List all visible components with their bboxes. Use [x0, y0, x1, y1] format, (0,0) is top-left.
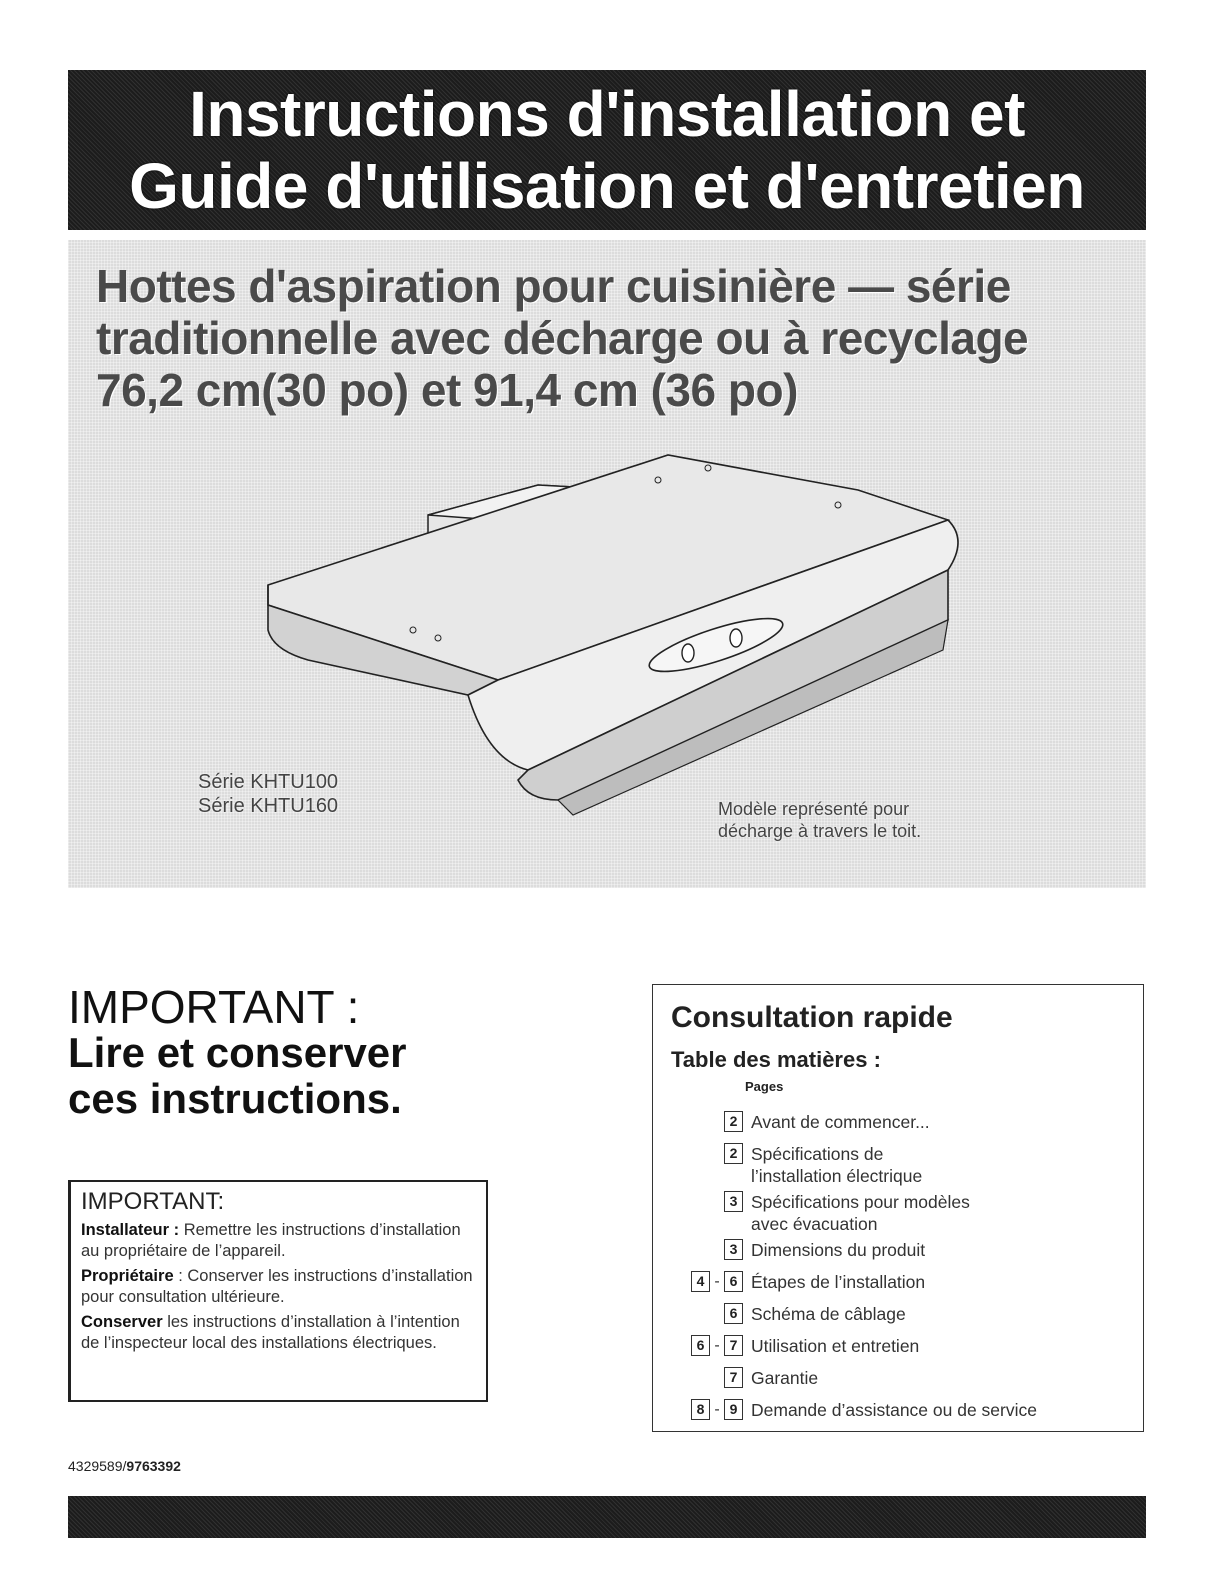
- toc-item-label: [751, 1367, 1141, 1389]
- notice-installer: [81, 1220, 476, 1262]
- important-subheading-line-2: ces instructions.: [68, 1075, 402, 1122]
- document-number-part-2: 9763392: [126, 1458, 181, 1474]
- page-number-box: 9: [724, 1399, 743, 1420]
- toc-page-numbers: [653, 1271, 743, 1292]
- product-title-line-1: Hottes d'aspiration pour cuisinière — série: [96, 260, 1011, 312]
- notice-installer-text: Remettre les instructions d’installation au propriétaire de l’appareil.: [81, 1221, 461, 1260]
- notice-owner-label: Propriétaire: [81, 1267, 174, 1285]
- toc-item-label: [751, 1335, 1141, 1357]
- notice-keep-text: les instructions d’installation à l’intention de l’inspecteur local des installations électriques.: [81, 1313, 460, 1352]
- toc-subtitle: Table des matières :: [671, 1047, 881, 1072]
- toc-item-label: [751, 1191, 1141, 1235]
- series-label-2: Série KHTU160: [198, 795, 339, 817]
- toc-item-label-line-1: Dimensions du produit: [751, 1240, 926, 1260]
- document-title-line-1: Instructions d'installation et: [189, 78, 1025, 150]
- page-number-box: 2: [724, 1111, 743, 1132]
- toc-item-label: [751, 1239, 1141, 1261]
- document-number: [68, 1458, 181, 1474]
- document-number-part-1: 4329589/: [68, 1458, 127, 1474]
- page-range-dash: -: [714, 1401, 720, 1418]
- toc-item-label-line-1: Demande d’assistance ou de service: [751, 1400, 1037, 1420]
- toc-page-numbers: [653, 1239, 743, 1260]
- toc-item-label-line-1: Utilisation et entretien: [751, 1336, 920, 1356]
- toc-page-numbers: [653, 1111, 743, 1132]
- notice-keep: [81, 1312, 476, 1354]
- product-title: [96, 260, 1136, 416]
- page-number-box: 7: [724, 1367, 743, 1388]
- page-number-box: 6: [691, 1335, 710, 1356]
- toc-item-label: [751, 1111, 1141, 1133]
- toc-item-label: [751, 1143, 1141, 1187]
- quick-reference-box: [652, 984, 1144, 1432]
- page-range-dash: -: [714, 1337, 720, 1354]
- series-label-1: Série KHTU100: [198, 771, 339, 793]
- bottom-band: [68, 1496, 1146, 1538]
- important-heading: IMPORTANT :: [68, 981, 360, 1033]
- product-title-line-2: traditionnelle avec décharge ou à recyclage: [96, 312, 1029, 364]
- model-note-line-2: décharge à travers le toit.: [718, 821, 922, 841]
- document-title-line-2: Guide d'utilisation et d'entretien: [129, 150, 1085, 222]
- toc-item-label-line-1: Avant de commencer...: [751, 1112, 930, 1132]
- toc-item-label-line-1: Garantie: [751, 1368, 819, 1388]
- page-number-box: 4: [691, 1271, 710, 1292]
- model-note-line-1: Modèle représenté pour: [718, 799, 910, 819]
- model-note: [718, 798, 921, 842]
- notice-keep-label: Conserver: [81, 1313, 163, 1331]
- series-labels: [198, 770, 338, 818]
- toc-page-numbers: [653, 1303, 743, 1324]
- toc-page-numbers: [653, 1143, 743, 1164]
- page-number-box: 3: [724, 1239, 743, 1260]
- toc-pages-label: Pages: [745, 1079, 784, 1094]
- hero-panel: [68, 240, 1146, 888]
- important-subheading: [68, 1030, 407, 1122]
- title-band: [68, 70, 1146, 230]
- toc-item-label-line-1: Étapes de l’installation: [751, 1272, 926, 1292]
- toc-item-label-line-1: Schéma de câblage: [751, 1304, 906, 1324]
- toc-item-label: [751, 1303, 1141, 1325]
- toc-item-label-line-1: Spécifications pour modèles: [751, 1192, 970, 1212]
- toc-page-numbers: [653, 1399, 743, 1420]
- notice-installer-label: Installateur :: [81, 1221, 180, 1239]
- page-range-dash: -: [714, 1273, 720, 1290]
- page-number-box: 2: [724, 1143, 743, 1164]
- page-number-box: 7: [724, 1335, 743, 1356]
- page-number-box: 6: [724, 1303, 743, 1324]
- page-number-box: 3: [724, 1191, 743, 1212]
- important-notice-box: [68, 1180, 488, 1402]
- toc-page-numbers: [653, 1191, 743, 1212]
- toc-page-numbers: [653, 1367, 743, 1388]
- toc-item-label-line-2: l’installation électrique: [751, 1166, 923, 1186]
- toc-page-numbers: [653, 1335, 743, 1356]
- toc-title: Consultation rapide: [671, 1001, 953, 1034]
- page-number-box: 6: [724, 1271, 743, 1292]
- page-number-box: 8: [691, 1399, 710, 1420]
- notice-owner: [81, 1266, 476, 1308]
- toc-item-label: [751, 1271, 1141, 1293]
- toc-item-label-line-2: avec évacuation: [751, 1214, 878, 1234]
- notice-owner-text: : Conserver les instructions d’installation pour consultation ultérieure.: [81, 1267, 473, 1306]
- notice-box-title: IMPORTANT:: [81, 1188, 225, 1215]
- important-subheading-line-1: Lire et conserver: [68, 1029, 407, 1076]
- product-title-line-3: 76,2 cm(30 po) et 91,4 cm (36 po): [96, 364, 798, 416]
- toc-item-label: [751, 1399, 1141, 1421]
- toc-item-label-line-1: Spécifications de: [751, 1144, 884, 1164]
